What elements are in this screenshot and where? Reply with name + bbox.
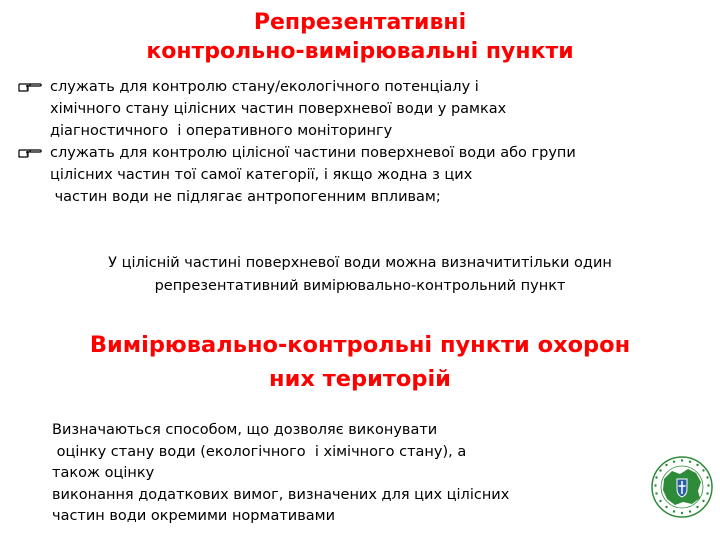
desc-line-2: оцінку стану води (екологічного і хімічного стану), а <box>52 443 467 460</box>
bullet-list <box>14 76 714 208</box>
representative-point-note <box>0 252 720 298</box>
bullet-2-line-3: частин води не підлягає антропогенним впливам; <box>50 189 441 205</box>
bullet-item <box>14 142 714 208</box>
bullet-1-line-3: діагностичного і оперативного моніторингу <box>50 123 393 139</box>
section-title-line-2: них територій <box>269 366 451 392</box>
community-emblem-logo <box>650 455 714 519</box>
bullet-item <box>14 76 714 142</box>
title-line-1: Репрезентативні <box>253 10 467 35</box>
pointing-hand-icon <box>18 146 42 160</box>
title-line-2: контрольно-вимірювальні пункти <box>146 39 574 64</box>
page-title <box>0 8 720 66</box>
bullet-2-line-1: служать для контролю цілісної частини поверхневої води або групи <box>50 145 576 161</box>
section-title <box>0 328 720 396</box>
desc-line-3: також оцінку <box>52 465 155 481</box>
section-description <box>52 420 652 528</box>
bullet-2-line-2: цілісних частин тої самої категорії, і якщо жодна з цих <box>50 167 473 183</box>
section-title-line-1: Вимірювально-контрольні пункти охорон <box>89 332 631 358</box>
bullet-1-line-2: хімічного стану цілісних частин поверхневої води у рамках <box>50 101 507 117</box>
bullet-1-line-1: служать для контролю стану/екологічного потенціалу і <box>50 79 479 95</box>
desc-line-5: частин води окремими нормативами <box>52 508 335 524</box>
pointing-hand-icon <box>18 80 42 94</box>
desc-line-1: Визначаються способом, що дозволяє виконувати <box>52 422 438 438</box>
note-line-1: У цілісній частині поверхневої води можна визначититільки один <box>108 255 612 271</box>
note-line-2: репрезентативний вимірювально-контрольний пункт <box>154 278 566 294</box>
desc-line-4: виконання додаткових вимог, визначених для цих цілісних <box>52 486 510 503</box>
